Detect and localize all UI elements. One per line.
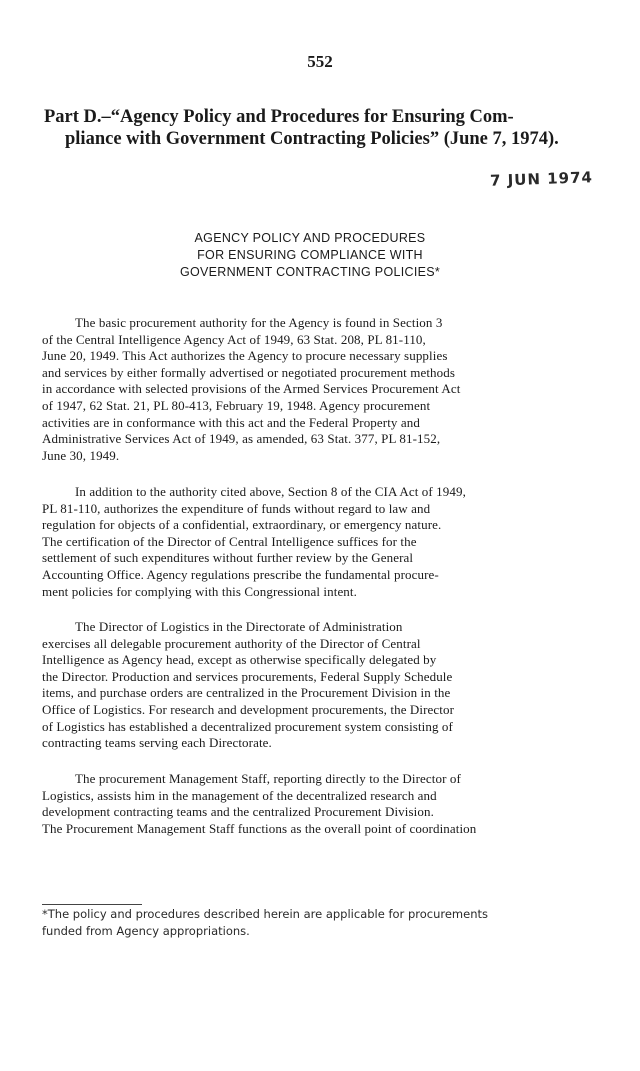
paragraph-line: The Director of Logistics in the Directorate of Administration	[75, 619, 403, 634]
paragraph-line: and services by either formally advertised or negotiated procurement methods	[42, 364, 455, 380]
paragraph-procurement-management-staff	[42, 771, 602, 837]
paragraph-line: of 1947, 62 Stat. 21, PL 80-413, February 19, 1948. Agency procurement	[42, 397, 431, 413]
footnote-line-1: *The policy and procedures described herein are applicable for procurements	[42, 907, 488, 921]
paragraph-line: Intelligence as Agency head, except as otherwise specifically delegated by	[42, 652, 437, 668]
part-heading-line-1: Part D.–“Agency Policy and Procedures for Ensuring Com-	[44, 107, 514, 127]
paragraph-line: of the Central Intelligence Agency Act of 1949, 63 Stat. 208, PL 81-110,	[42, 331, 426, 347]
part-heading-line-2: pliance with Government Contracting Policies” (June 7, 1974).	[65, 129, 559, 149]
paragraph-line: June 20, 1949. This Act authorizes the Agency to procure necessary supplies	[42, 348, 448, 364]
paragraph-line: exercises all delegable procurement authority of the Director of Central	[42, 635, 421, 651]
paragraph-line: Administrative Services Act of 1949, as amended, 63 Stat. 377, PL 81-152,	[42, 431, 441, 447]
memo-title-line-3: GOVERNMENT CONTRACTING POLICIES*	[179, 265, 441, 279]
memo-title-line-1: AGENCY POLICY AND PROCEDURES	[194, 231, 426, 245]
paragraph-line: items, and purchase orders are centralized in the Procurement Division in the	[42, 685, 451, 701]
footnote	[42, 906, 602, 939]
paragraph-line: Accounting Office. Agency regulations prescribe the fundamental procure-	[42, 566, 439, 582]
paragraph-line: settlement of such expenditures without further review by the General	[42, 550, 414, 566]
paragraph-line: development contracting teams and the centralized Procurement Division.	[42, 804, 434, 820]
date-stamp: 7 JUN 1974	[489, 168, 594, 190]
paragraph-section-8-authority	[42, 484, 602, 600]
paragraph-line: activities are in conformance with this act and the Federal Property and	[42, 414, 420, 430]
paragraph-line: PL 81-110, authorizes the expenditure of funds without regard to law and	[42, 500, 431, 516]
page-number: 552	[307, 52, 333, 71]
paragraph-director-of-logistics	[42, 619, 602, 752]
paragraph-procurement-authority	[42, 315, 602, 464]
paragraph-line: regulation for objects of a confidential, extraordinary, or emergency nature.	[42, 517, 442, 533]
paragraph-line: contracting teams serving each Directorate.	[42, 735, 272, 751]
memo-title	[130, 230, 490, 281]
paragraph-line: in accordance with selected provisions of the Armed Services Procurement Act	[42, 381, 461, 397]
paragraph-line: ment policies for complying with this Congressional intent.	[42, 583, 357, 599]
memo-title-line-2: FOR ENSURING COMPLIANCE WITH	[197, 248, 423, 262]
paragraph-line: The certification of the Director of Central Intelligence suffices for the	[42, 533, 417, 549]
footnote-divider	[42, 904, 142, 905]
paragraph-line: The procurement Management Staff, reporting directly to the Director of	[75, 771, 461, 786]
paragraph-line: Office of Logistics. For research and development procurements, the Director	[42, 701, 455, 717]
paragraph-line: the Director. Production and services procurements, Federal Supply Schedule	[42, 668, 453, 684]
paragraph-line: The Procurement Management Staff functions as the overall point of coordination	[42, 820, 477, 836]
paragraph-line: In addition to the authority cited above, Section 8 of the CIA Act of 1949,	[75, 484, 466, 499]
footnote-line-2: funded from Agency appropriations.	[42, 923, 250, 938]
paragraph-line: June 30, 1949.	[42, 447, 120, 463]
paragraph-line: The basic procurement authority for the Agency is found in Section 3	[75, 315, 443, 330]
paragraph-line: of Logistics has established a decentralized procurement system consisting of	[42, 718, 453, 734]
part-heading	[44, 106, 604, 150]
paragraph-line: Logistics, assists him in the management of the decentralized research and	[42, 787, 437, 803]
